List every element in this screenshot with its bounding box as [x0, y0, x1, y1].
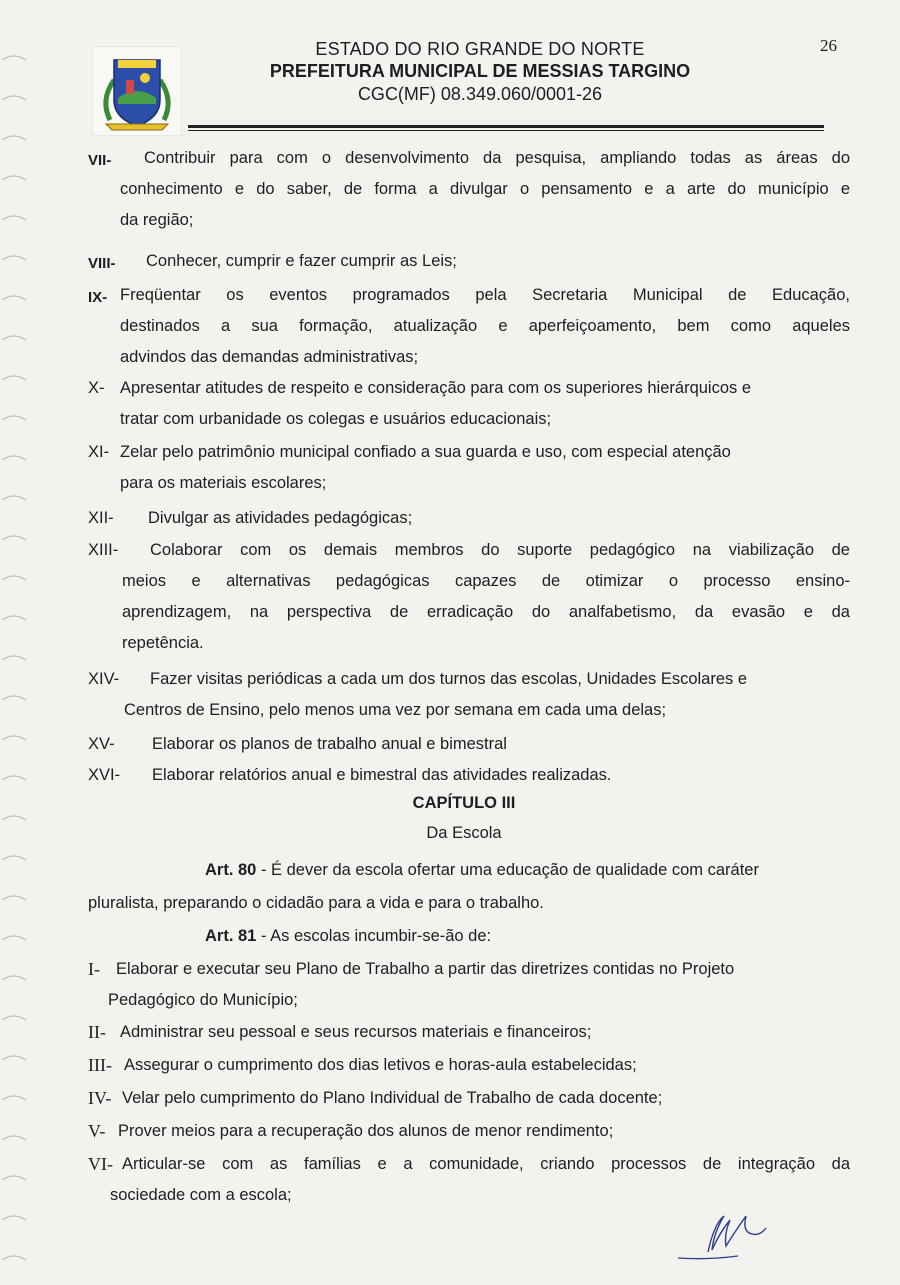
item-number: IX-: [88, 289, 108, 306]
list-item: [88, 143, 850, 236]
list-item: [88, 729, 850, 760]
item-text: Elaborar os planos de trabalho anual e bimestral: [152, 735, 507, 753]
chapter-title: CAPÍTULO III: [412, 794, 516, 812]
item-number: XV-: [88, 735, 115, 753]
item-number: XIV-: [88, 670, 120, 688]
item-text: Velar pelo cumprimento do Plano Individual de Trabalho de cada docente;: [122, 1089, 663, 1107]
article-text: - É dever da escola ofertar uma educação de qualidade com caráter: [256, 861, 759, 879]
item-number: I-: [88, 959, 100, 979]
item-text: Colaborar com os demais membros do suporte pedagógico na viabilização de: [150, 541, 850, 559]
item-number: III-: [88, 1055, 112, 1075]
item-number: VIII-: [88, 255, 116, 272]
item-text: Elaborar e executar seu Plano de Trabalho a partir das diretrizes contidas no Projeto: [116, 960, 735, 978]
list-item: [88, 1083, 854, 1114]
item-text: sociedade com a escola;: [110, 1186, 292, 1204]
state-name: ESTADO DO RIO GRANDE DO NORTE: [315, 39, 645, 59]
item-text: Administrar seu pessoal e seus recursos materiais e financeiros;: [120, 1023, 592, 1041]
item-text: destinados a sua formação, atualização e aperfeiçoamento, bem como aqueles: [120, 317, 850, 335]
header-rule-thin: [188, 130, 824, 131]
item-text: Elaborar relatórios anual e bimestral das atividades realizadas.: [152, 766, 612, 784]
item-text: Apresentar atitudes de respeito e consideração para com os superiores hierárquicos e: [120, 379, 752, 397]
binding-marks: [0, 0, 40, 1285]
item-text: Zelar pelo patrimônio municipal confiado a sua guarda e uso, com especial atenção: [120, 443, 731, 461]
item-number: II-: [88, 1022, 106, 1042]
article-80: [205, 855, 851, 886]
signature-initials: [668, 1206, 788, 1266]
item-text: Conhecer, cumprir e fazer cumprir as Leis;: [146, 252, 457, 270]
page-number: 26: [820, 36, 837, 55]
item-number: X-: [88, 379, 105, 397]
list-item: [88, 1116, 854, 1147]
item-number: XII-: [88, 509, 114, 527]
item-text: meios e alternativas pedagógicas capazes de otimizar o processo ensino-: [122, 572, 850, 590]
item-text: da região;: [120, 211, 194, 229]
coat-of-arms-icon: [92, 46, 182, 136]
item-number: V-: [88, 1121, 106, 1141]
item-number: XVI-: [88, 766, 121, 784]
municipality-name: PREFEITURA MUNICIPAL DE MESSIAS TARGINO: [269, 61, 691, 81]
list-item: [88, 535, 850, 659]
article-80-cont: pluralista, preparando o cidadão para a vida e para o trabalho.: [88, 894, 544, 912]
list-item: [88, 1149, 850, 1211]
item-text: Articular-se com as famílias e a comunidade, criando processos de integração da: [122, 1155, 850, 1173]
item-text: advindos das demandas administrativas;: [120, 348, 419, 366]
item-number: VI-: [88, 1154, 113, 1174]
item-text: Divulgar as atividades pedagógicas;: [148, 509, 413, 527]
item-text: repetência.: [122, 634, 204, 652]
article-text: - As escolas incumbir-se-ão de:: [256, 927, 492, 945]
item-text: tratar com urbanidade os colegas e usuários educacionais;: [120, 410, 552, 428]
item-number: IV-: [88, 1088, 112, 1108]
item-number: XIII-: [88, 541, 119, 559]
item-text: aprendizagem, na perspectiva de erradicação do analfabetismo, da evasão e da: [122, 603, 850, 621]
list-item: [88, 246, 850, 277]
item-text: Assegurar o cumprimento dos dias letivos e horas-aula estabelecidas;: [124, 1056, 637, 1074]
list-item: [88, 437, 850, 499]
item-number: VII-: [88, 152, 112, 169]
item-number: XI-: [88, 443, 110, 461]
item-text: Contribuir para com o desenvolvimento da pesquisa, ampliando todas as áreas do: [144, 149, 850, 167]
list-item: [88, 954, 854, 1016]
article-label: Art. 80: [205, 861, 257, 879]
item-text: conhecimento e do saber, de forma a divulgar o pensamento e a arte do município e: [120, 180, 850, 198]
cgc-number: CGC(MF) 08.349.060/0001-26: [357, 84, 603, 104]
list-item: [88, 1017, 854, 1048]
list-item: [88, 503, 850, 534]
item-text: Pedagógico do Município;: [108, 991, 298, 1009]
list-item: [88, 664, 850, 726]
list-item: [88, 280, 850, 373]
article-label: Art. 81: [205, 927, 257, 945]
item-text: para os materiais escolares;: [120, 474, 327, 492]
list-item: [88, 760, 850, 791]
item-text: Prover meios para a recuperação dos alunos de menor rendimento;: [118, 1122, 614, 1140]
chapter-subtitle: Da Escola: [426, 824, 502, 842]
item-text: Fazer visitas periódicas a cada um dos turnos das escolas, Unidades Escolares e: [150, 670, 748, 688]
item-text: Centros de Ensino, pelo menos uma vez por semana em cada uma delas;: [124, 701, 667, 719]
list-item: [88, 373, 850, 435]
list-item: [88, 1050, 854, 1081]
header-rule: [188, 125, 824, 128]
article-81: [205, 921, 851, 952]
letterhead: [230, 38, 730, 106]
item-text: Freqüentar os eventos programados pela Secretaria Municipal de Educação,: [120, 286, 850, 304]
